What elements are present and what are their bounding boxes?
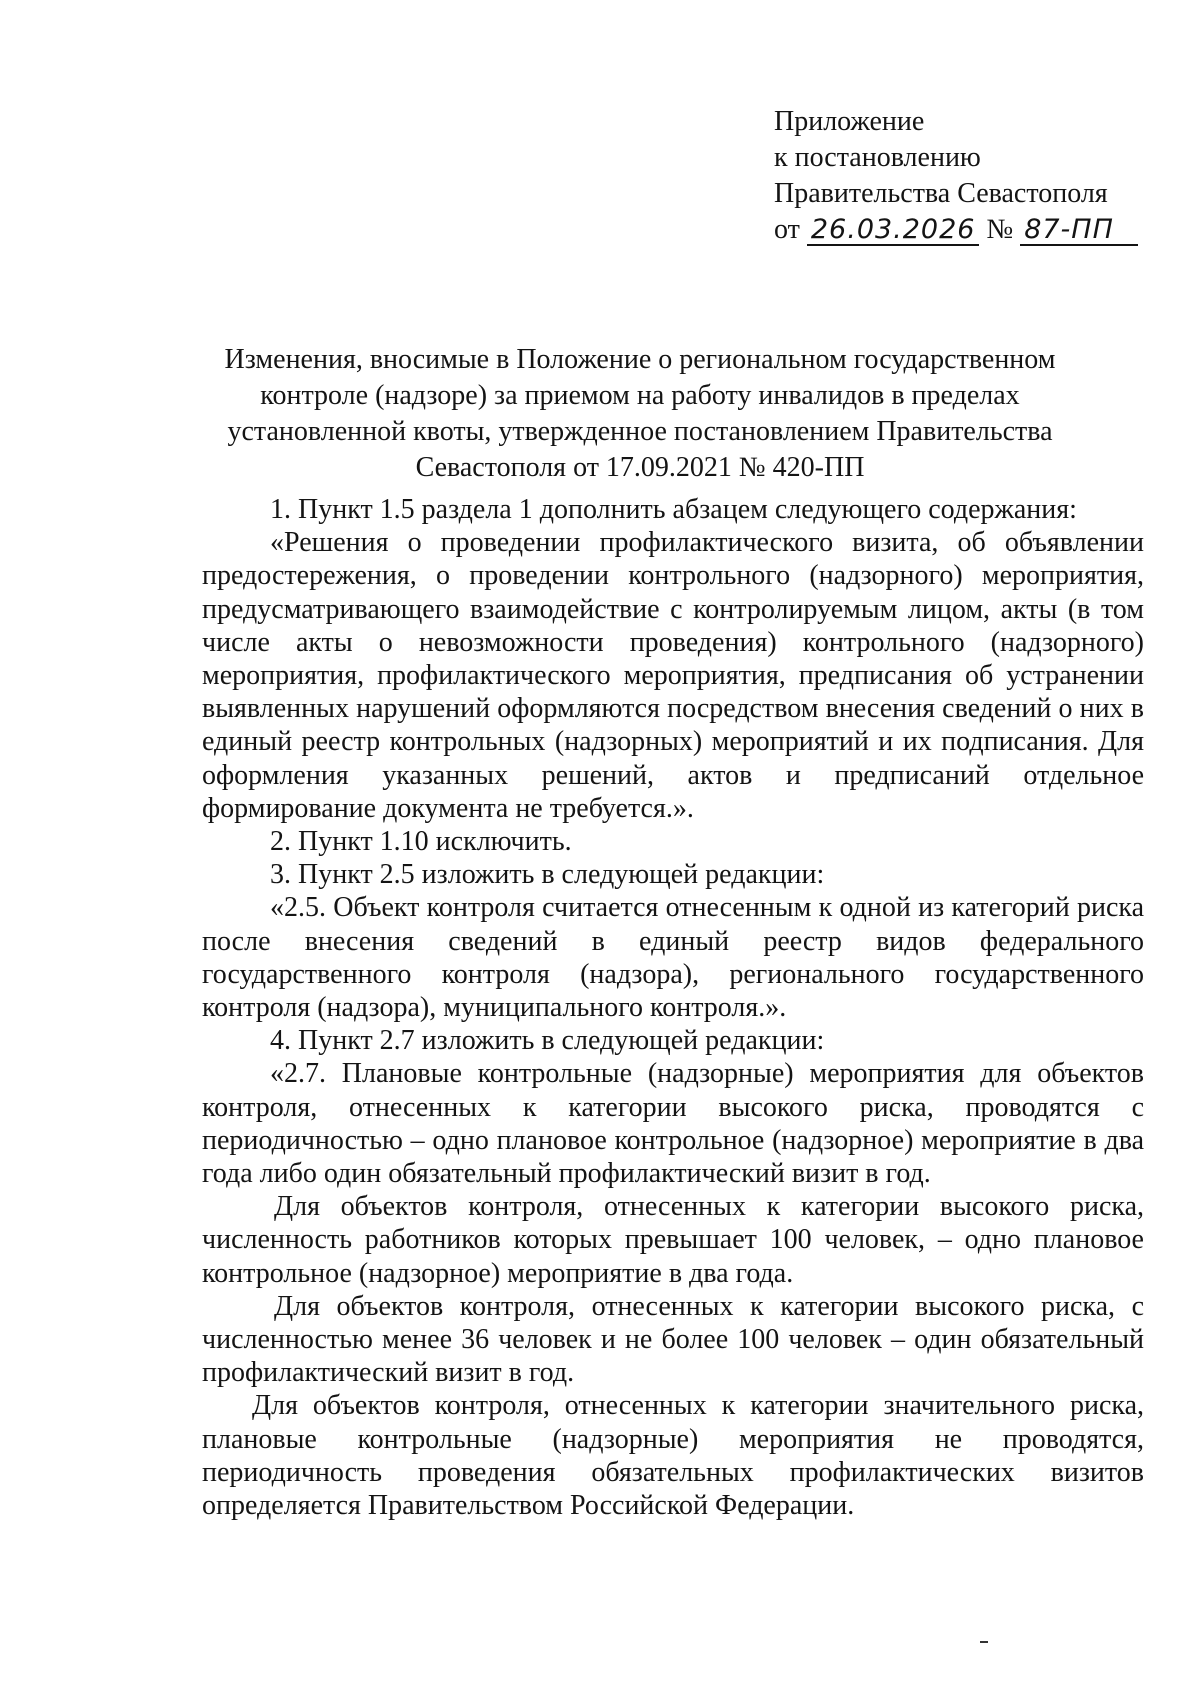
paragraph-item-4: 4. Пункт 2.7 изложить в следующей редакции: bbox=[270, 1025, 825, 1057]
paragraph-high-risk-over-100: Для объектов контроля, отнесенных к категории высокого риска, численность работников которых превышает 100 человек, – одно плановое контрольное (надзорное) мероприятие в два года. bbox=[202, 1191, 1144, 1289]
appendix-date-line bbox=[774, 212, 1138, 248]
appendix-line-1: Приложение bbox=[774, 106, 925, 137]
document-title bbox=[200, 342, 1080, 486]
paragraph-quote-1-5: «Решения о проведении профилактического визита, об объявлении предостережения, о проведении контрольного (надзорного) мероприятия, предусматривающего взаимодействие с контролируемым лицом, акты (в том числе акты о невозможности проведения) контрольного (надзорного) мероприятия, профилактического мероприятия, предписания об устранении выявленных нарушений оформляются посредством внесения сведений о них в единый реестр контрольных (надзорных) мероприятий и их подписания. Для оформления указанных решений, актов и предписаний отдельное формирование документа не требуется.». bbox=[202, 527, 1144, 824]
paragraph-high-risk-36-100: Для объектов контроля, отнесенных к категории высокого риска, с численностью менее 36 человек и не более 100 человек – один обязательный профилактический визит в год. bbox=[202, 1290, 1144, 1389]
handwritten-date: 26.03.2026 bbox=[807, 216, 980, 246]
document-body bbox=[202, 493, 1144, 1522]
title-line: установленной квоты, утвержденное постановлением Правительства bbox=[227, 416, 1053, 447]
paragraph-quote-2-5: «2.5. Объект контроля считается отнесенным к одной из категорий риска после внесения сведений в единый реестр видов федерального государственного контроля (надзора), регионального государственного контроля (надзора), муниципального контроля.». bbox=[202, 892, 1144, 1024]
paragraph-significant-risk: Для объектов контроля, отнесенных к категории значительного риска, плановые контрольные (надзорные) мероприятия не проводятся, периодичность проведения обязательных профилактических визитов определяется Правительством Российской Федерации. bbox=[202, 1390, 1144, 1522]
title-line: Изменения, вносимые в Положение о региональном государственном bbox=[224, 344, 1056, 375]
page-mark bbox=[980, 1641, 988, 1643]
number-label: № bbox=[986, 214, 1014, 245]
appendix-line-2: к постановлению bbox=[774, 142, 981, 173]
appendix-line-3: Правительства Севастополя bbox=[774, 178, 1108, 209]
paragraph-item-3: 3. Пункт 2.5 изложить в следующей редакции: bbox=[270, 859, 825, 891]
title-line: Севастополя от 17.09.2021 № 420-ПП bbox=[415, 452, 865, 483]
paragraph-quote-2-7: «2.7. Плановые контрольные (надзорные) мероприятия для объектов контроля, отнесенных к категории высокого риска, проводятся с периодичностью – одно плановое контрольное (надзорное) мероприятие в два года либо один обязательный профилактический визит в год. bbox=[202, 1058, 1144, 1190]
title-line: контроле (надзоре) за приемом на работу инвалидов в пределах bbox=[260, 380, 1020, 411]
from-label: от bbox=[774, 214, 800, 245]
handwritten-number: 87-ПП bbox=[1020, 216, 1138, 246]
paragraph-item-1: 1. Пункт 1.5 раздела 1 дополнить абзацем следующего содержания: bbox=[270, 494, 1077, 525]
appendix-block bbox=[774, 104, 1138, 248]
paragraph-item-2: 2. Пункт 1.10 исключить. bbox=[270, 826, 572, 858]
